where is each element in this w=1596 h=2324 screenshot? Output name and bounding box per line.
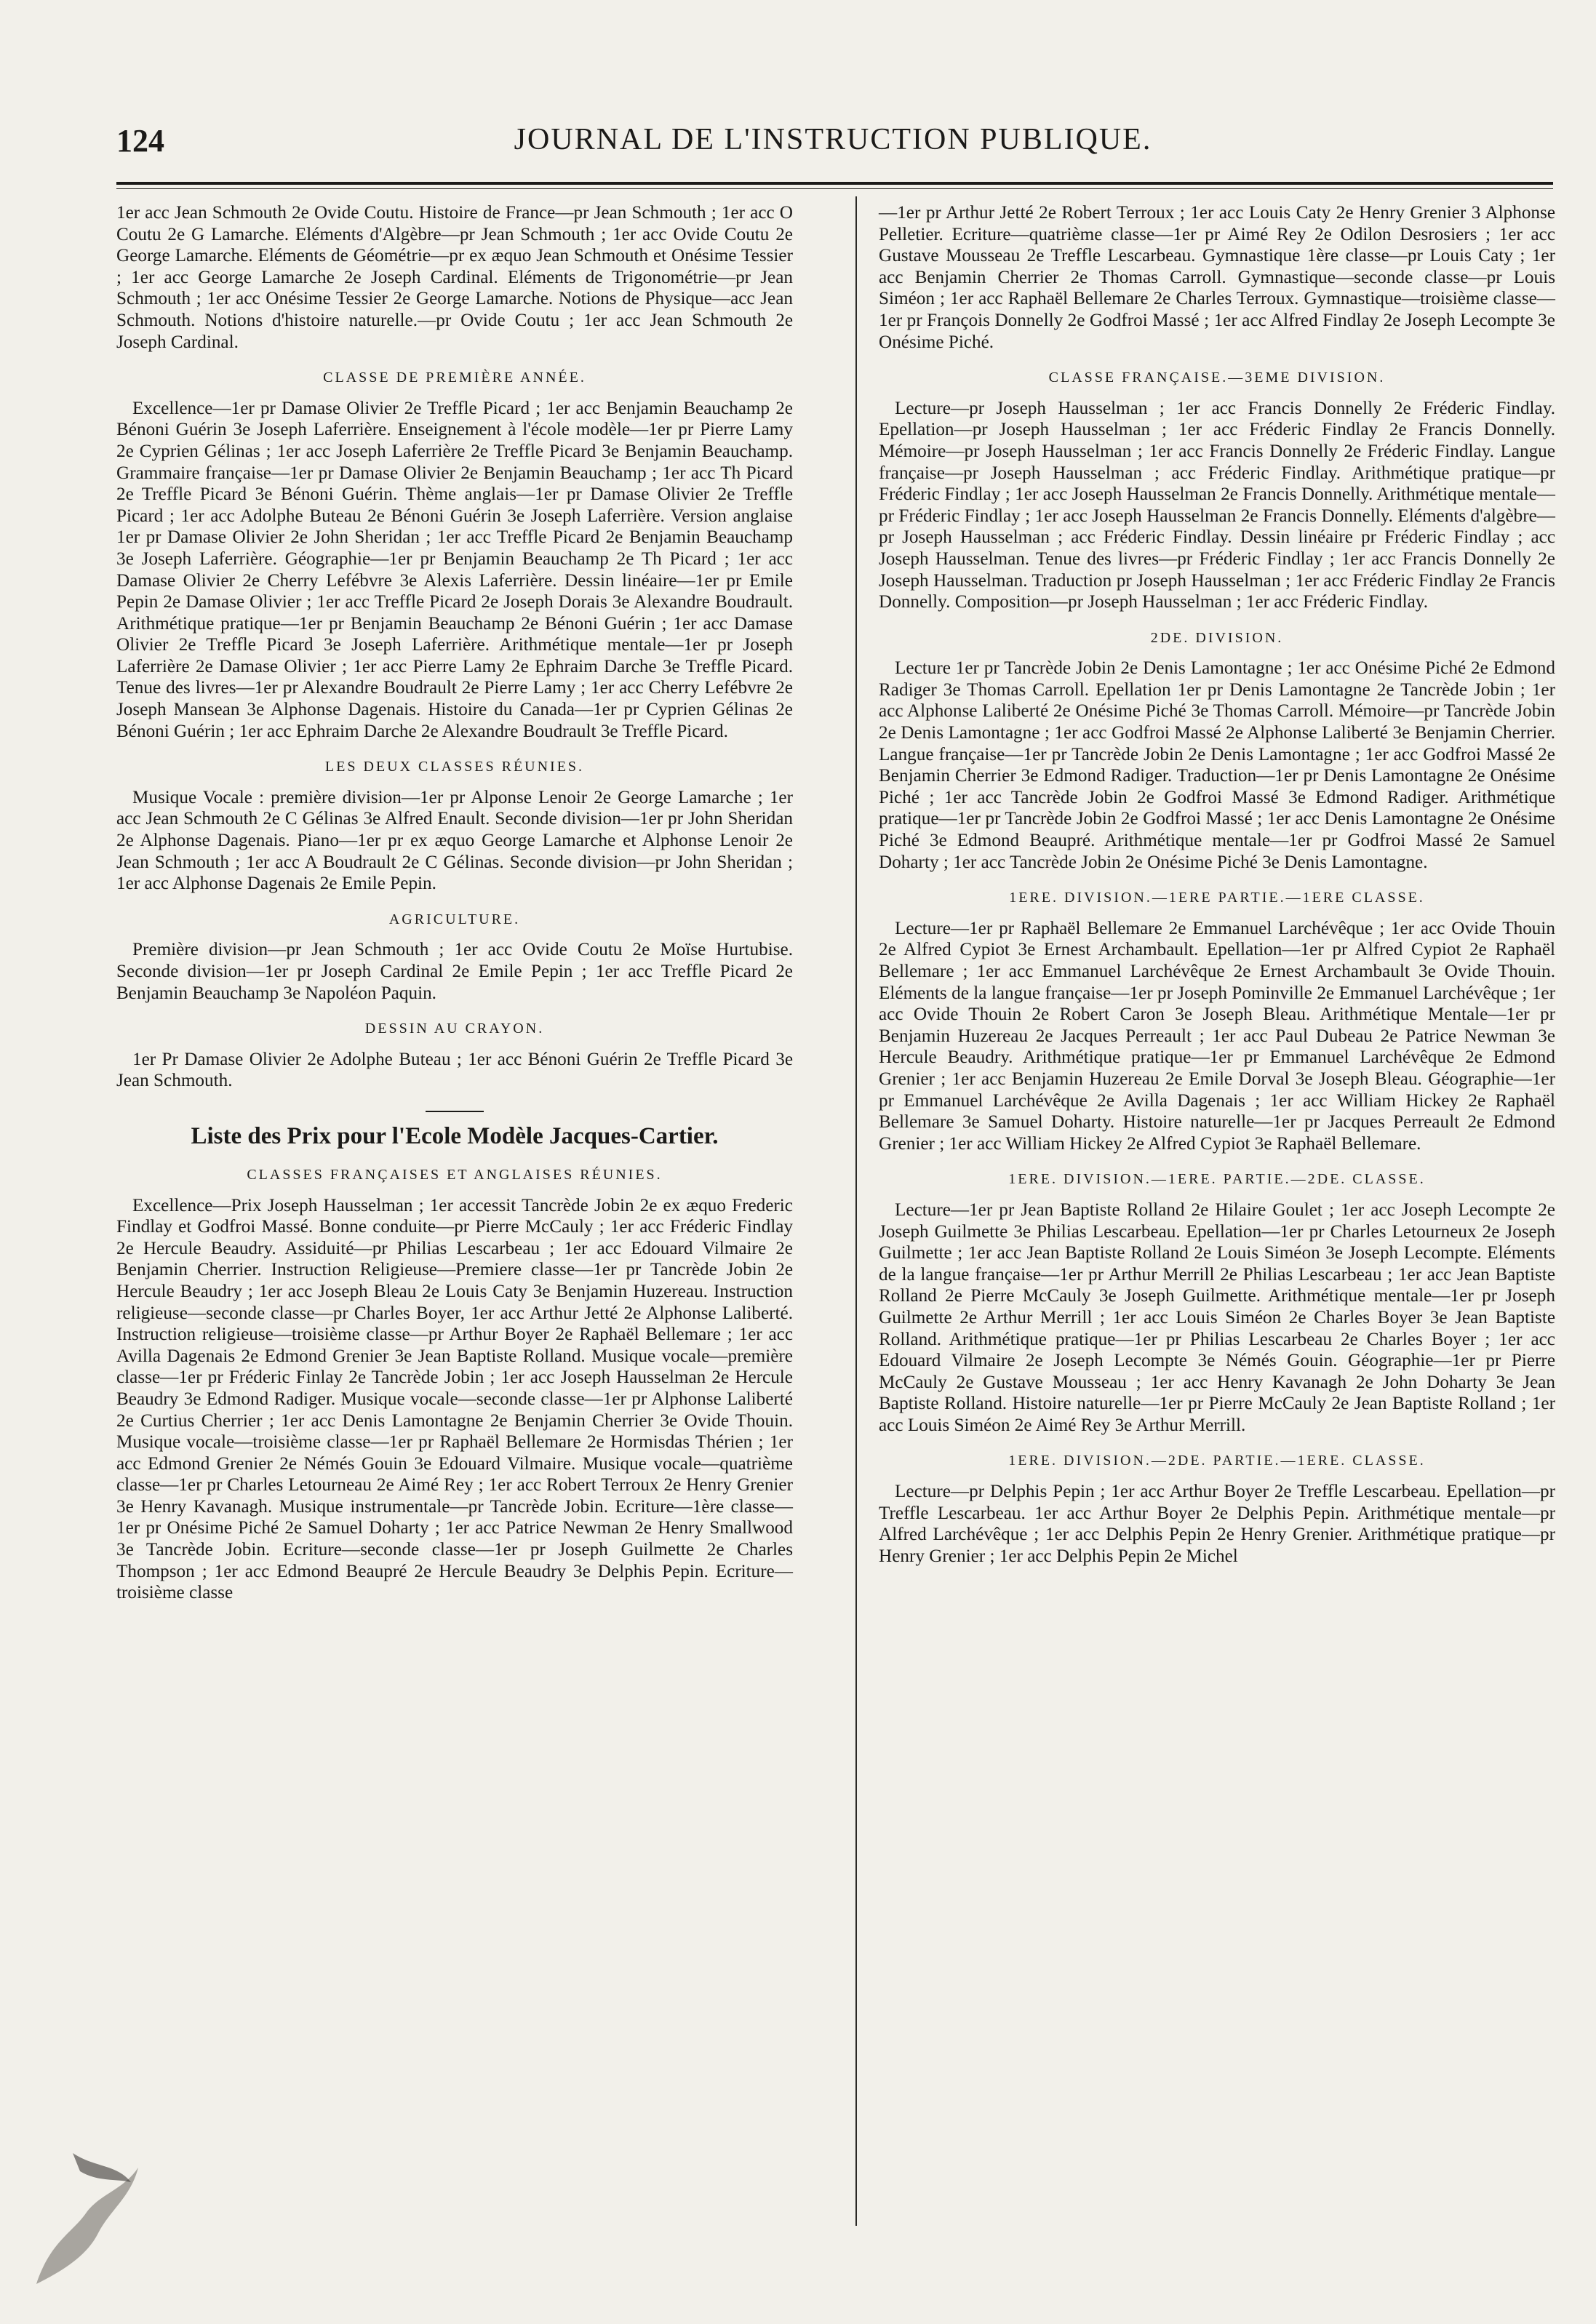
section-heading: 2DE. DIVISION. xyxy=(1150,629,1284,646)
column-divider xyxy=(855,196,857,2226)
ink-smudge xyxy=(29,2124,175,2291)
running-header xyxy=(116,116,1549,160)
section-heading: LES DEUX CLASSES RÉUNIES. xyxy=(324,759,585,775)
page-number: 124 xyxy=(116,123,164,159)
journal-title: JOURNAL DE L'INSTRUCTION PUBLIQUE. xyxy=(514,123,1152,156)
section-heading: DESSIN AU CRAYON. xyxy=(364,1021,545,1037)
header-rule xyxy=(116,182,1553,189)
section-heading: AGRICULTURE. xyxy=(388,911,521,927)
section-divider xyxy=(426,1111,484,1112)
right-column xyxy=(879,202,1555,1571)
paragraph: Lecture—1er pr Raphaël Bellemare 2e Emmanuel Larchévêque ; 1er acc Ovide Thouin 2e Alfred Cypiot 3e Ernest Archambault. Epellation—1er pr Alfred Cypiot 2e Raphaël Bellemare ; 1er acc Emmanuel Larchévêque 2e Ernest Archambault 3e Ovide Thouin. Eléments de la langue française—1er pr Joseph Pominville 2e Emmanuel Larchévêque ; 1er acc Ovide Thouin 2e Robert Caron 3e Joseph Bleau. Arithmétique Mentale—1er pr Benjamin Huzereau 2e Jacques Perreault ; 1er acc Paul Dubeau 2e Patrice Newman 3e Hercule Beaudry. Arithmétique pratique—1er pr Emmanuel Larchévêque 2e Edmond Grenier ; 1er acc Benjamin Huzereau 2e Emile Dorval 3e Joseph Bleau. Géographie—1er pr Emmanuel Larchévêque 2e Avilla Dagenais ; 1er acc William Hickey 2e Raphaël Bellemare 3e Samuel Doharty. Histoire naturelle—1er pr Jacques Perreault 2e Edmond Grenier ; 1er acc William Hickey 2e Alfred Cypiot 3e Raphaël Bellemare. xyxy=(879,918,1555,1154)
section-heading: 1ERE. DIVISION.—1ERE PARTIE.—1ERE CLASSE. xyxy=(1009,890,1425,906)
paragraph: 1er Pr Damase Olivier 2e Adolphe Buteau ; 1er acc Bénoni Guérin 2e Treffle Picard 3e Jean Schmouth. xyxy=(116,1049,793,1091)
paragraph: Lecture 1er pr Tancrède Jobin 2e Denis Lamontagne ; 1er acc Onésime Piché 2e Edmond Radiger 3e Thomas Carroll. Epellation 1er pr Denis Lamontagne 2e Tancrède Jobin ; 1er acc Alphonse Laliberté 2e Onésime Piché 3e Thomas Carroll. Mémoire—pr Tancrède Jobin 2e Denis Lamontagne ; 1er acc Godfroi Massé 2e Alphonse Laliberté 3e Benjamin Cherrier. Langue française—1er pr Tancrède Jobin 2e Denis Lamontagne ; 1er acc Godfroi Massé 2e Benjamin Cherrier 3e Edmond Radiger. Traduction—1er pr Denis Lamontagne 2e Onésime Piché ; 1er acc Tancrède Jobin 2e Godfroi Massé 3e Edmond Radiger. Arithmétique pratique—1er pr Tancrède Jobin 2e Godfroi Massé ; 1er acc Denis Lamontagne 2e Onésime Piché 3e Edmond Beaupré. Arithmétique mentale—1er pr Godfroi Massé 2e Samuel Doharty ; 1er acc Tancrède Jobin 2e Onésime Piché 3e Denis Lamontagne. xyxy=(879,658,1555,872)
paragraph: Lecture—1er pr Jean Baptiste Rolland 2e Hilaire Goulet ; 1er acc Joseph Lecompte 2e Joseph Guilmette 3e Philias Lescarbeau. Epellation—1er pr Charles Letourneux 2e Joseph Guilmette ; 1er acc Jean Baptiste Rolland 2e Louis Siméon 3e Joseph Lecompte. Eléments de la langue française—1er pr Arthur Merrill 2e Philias Lescarbeau ; 1er acc Jean Baptiste Rolland 2e Pierre McCauly 3e Joseph Guilmette. Arithmétique mentale—1er pr Joseph Guilmette 2e Arthur Merrill ; 1er acc Louis Siméon 2e Charles Boyer 3e Jean Baptiste Rolland. Arithmétique pratique—1er pr Philias Lescarbeau 2e Charles Boyer ; 1er acc Edouard Vilmaire 2e Joseph Lecompte 3e Némés Gouin. Géographie—1er pr Pierre McCauly 2e Gustave Mousseau ; 1er acc Henry Kavanagh 2e John Doharty 3e Jean Baptiste Rolland. Histoire naturelle—1er pr Pierre McCauly 2e Jean Baptiste Rolland ; 1er acc Louis Siméon 2e Aimé Rey 3e Arthur Merrill. xyxy=(879,1199,1555,1435)
section-heading: CLASSE DE PREMIÈRE ANNÉE. xyxy=(323,370,586,386)
paragraph: Excellence—1er pr Damase Olivier 2e Treffle Picard ; 1er acc Benjamin Beauchamp 2e Bénoni Guérin 3e Joseph Laferrière. Enseignement à l'école modèle—1er pr Pierre Lamy 2e Cyprien Gélinas ; 1er acc Joseph Laferrière 2e Treffle Picard 3e Benjamin Beauchamp. Grammaire française—1er pr Damase Olivier 2e Benjamin Beauchamp ; 1er acc Th Picard 2e Treffle Picard 3e Bénoni Guérin. Thème anglais—1er pr Damase Olivier 2e Treffle Picard ; 1er acc Adolphe Buteau 2e Bénoni Guérin 3e Joseph Laferrière. Version anglaise 1er pr Damase Olivier 2e John Sheridan ; 1er acc Treffle Picard 2e Benjamin Beauchamp 3e Joseph Laferrière. Géographie—1er pr Benjamin Beauchamp 2e Th Picard ; 1er acc Damase Olivier 2e Cherry Lefébvre 3e Alexis Laferrière. Dessin linéaire—1er pr Emile Pepin 2e Damase Olivier ; 1er acc Treffle Picard 2e Joseph Dorais 3e Alexandre Boudrault. Arithmétique pratique—1er pr Benjamin Beauchamp 2e Bénoni Guérin ; 1er acc Damase Olivier 2e Treffle Picard 3e Joseph Laferrière. Arithmétique mentale—1er pr Joseph Laferrière 2e Damase Olivier ; 1er acc Pierre Lamy 2e Ephraim Darche 3e Treffle Picard. Tenue des livres—1er pr Alexandre Boudrault 2e Pierre Lamy ; 1er acc Cherry Lefébvre 2e Joseph Mansean 3e Alphonse Dagenais. Histoire du Canada—1er pr Cyprien Gélinas 2e Bénoni Guérin ; 1er acc Ephraim Darche 2e Alexandre Boudrault 3e Treffle Picard. xyxy=(116,398,793,741)
section-heading: 1ERE. DIVISION.—2DE. PARTIE.—1ERE. CLASSE. xyxy=(1008,1453,1426,1469)
paragraph: Excellence—Prix Joseph Hausselman ; 1er accessit Tancrède Jobin 2e ex æquo Frederic Findlay et Godfroi Massé. Bonne conduite—pr Pierre McCauly ; 1er acc Fréderic Findlay 2e Hercule Beaudry. Assiduité—pr Philias Lescarbeau ; 1er acc Edouard Vilmaire 2e Benjamin Cherrier. Instruction Religieuse—Premiere classe—1er pr Tancrède Jobin 2e Hercule Beaudry ; 1er acc Joseph Bleau 2e Louis Caty 3e Benjamin Huzereau. Instruction religieuse—seconde classe—pr Charles Boyer, 1er acc Arthur Jetté 2e Alphonse Laliberté. Instruction religieuse—troisième classe—pr Arthur Boyer 2e Raphaël Bellemare ; 1er acc Avilla Dagenais 2e Edmond Grenier 3e Jean Baptiste Rolland. Musique vocale—première classe—1er pr Fréderic Finlay 2e Tancrède Jobin ; 1er acc Joseph Hausselman 2e Hercule Beaudry 3e Edmond Radiger. Musique vocale—seconde classe—1er pr Alphonse Laliberté 2e Curtius Cherrier ; 1er acc Denis Lamontagne 2e Benjamin Cherrier 3e Ovide Thouin. Musique vocale—troisième classe—1er pr Raphaël Bellemare 2e Hormisdas Thérien ; 1er acc Edmond Grenier 2e Némés Gouin 3e Edouard Vilmaire. Musique vocale—quatrième classe—1er pr Charles Letourneau 2e Aimé Rey ; 1er acc Robert Terroux 2e Henry Grenier 3e Henry Kavanagh. Musique instrumentale—pr Tancrède Jobin. Ecriture—1ère classe—1er pr Onésime Piché 2e Samuel Doharty ; 1er acc Patrice Newman 2e Henry Smallwood 3e Tancrède Jobin. Ecriture—seconde classe—1er pr Joseph Guilmette 2e Charles Thompson ; 1er acc Edmond Beaupré 2e Hercule Beaudry 3e Delphis Pepin. Ecriture—troisième classe xyxy=(116,1195,793,1603)
paragraph: Musique Vocale : première division—1er pr Alponse Lenoir 2e George Lamarche ; 1er acc Jean Schmouth 2e C Gélinas 3e Alfred Enault. Seconde division—1er pr John Sheridan 2e Alphonse Dagenais. Piano—1er pr ex æquo George Lamarche et Alphonse Lenoir 2e Jean Schmouth ; 1er acc A Boudrault 2e C Gélinas. Seconde division—pr John Sheridan ; 1er acc Alphonse Dagenais 2e Emile Pepin. xyxy=(116,787,793,894)
paragraph: Première division—pr Jean Schmouth ; 1er acc Ovide Coutu 2e Moïse Hurtubise. Seconde division—1er pr Joseph Cardinal 2e Emile Pepin ; 1er acc Treffle Picard 2e Benjamin Beauchamp 3e Napoléon Paquin. xyxy=(116,940,793,1003)
section-heading: CLASSE FRANÇAISE.—3EME DIVISION. xyxy=(1048,370,1386,386)
section-heading: CLASSES FRANÇAISES ET ANGLAISES RÉUNIES. xyxy=(247,1166,663,1183)
left-column xyxy=(116,202,793,1608)
list-title: Liste des Prix pour l'Ecole Modèle Jacques-Cartier. xyxy=(191,1122,719,1149)
paragraph: —1er pr Arthur Jetté 2e Robert Terroux ; 1er acc Louis Caty 2e Henry Grenier 3 Alphonse Pelletier. Ecriture—quatrième classe—1er pr Aimé Rey 2e Odilon Desrosiers ; 1er acc Gustave Mousseau 2e Treffle Lescarbeau. Gymnastique 1ère classe—pr Louis Caty ; 1er acc Benjamin Cherrier 2e Thomas Carroll. Gymnastique—seconde classe—pr Louis Siméon ; 1er acc Raphaël Bellemare 2e Charles Terroux. Gymnastique—troisième classe—1er pr François Donnelly 2e Godfroi Massé ; 1er acc Alfred Findlay 2e Joseph Lecompte 3e Onésime Piché. xyxy=(879,203,1555,352)
paragraph: Lecture—pr Joseph Hausselman ; 1er acc Francis Donnelly 2e Fréderic Findlay. Epellation—pr Joseph Hausselman ; 1er acc Fréderic Findlay 2e Francis Donnelly. Mémoire—pr Joseph Hausselman ; 1er acc Francis Donnelly 2e Fréderic Findlay. Langue française—pr Joseph Hausselman ; acc Fréderic Findlay. Arithmétique pratique—pr Fréderic Findlay ; 1er acc Joseph Hausselman 2e Francis Donnelly. Arithmétique mentale—pr Fréderic Findlay ; 1er acc Joseph Hausselman 2e Francis Donnelly. Eléments d'algèbre—pr Joseph Hausselman ; acc Fréderic Findlay. Dessin linéaire pr Fréderic Findlay ; acc Joseph Hausselman. Tenue des livres—pr Fréderic Findlay ; 1er acc Francis Donnelly 2e Joseph Hausselman. Traduction pr Joseph Hausselman ; 1er acc Fréderic Findlay 2e Francis Donnelly. Composition—pr Joseph Hausselman ; 1er acc Fréderic Findlay. xyxy=(879,398,1555,612)
paragraph: 1er acc Jean Schmouth 2e Ovide Coutu. Histoire de France—pr Jean Schmouth ; 1er acc O Coutu 2e G Lamarche. Eléments d'Algèbre—pr Jean Schmouth ; 1er acc Ovide Coutu 2e George Lamarche. Eléments de Géométrie—pr ex æquo Jean Schmouth et Onésime Tessier ; 1er acc George Lamarche 2e Joseph Cardinal. Eléments de Trigonométrie—pr Jean Schmouth ; 1er acc Onésime Tessier 2e George Lamarche. Notions de Physique—acc Jean Schmouth. Notions d'histoire naturelle.—pr Ovide Coutu ; 1er acc Jean Schmouth 2e Joseph Cardinal. xyxy=(116,203,793,352)
section-heading: 1ERE. DIVISION.—1ERE. PARTIE.—2DE. CLASSE. xyxy=(1008,1171,1426,1188)
paragraph: Lecture—pr Delphis Pepin ; 1er acc Arthur Boyer 2e Treffle Lescarbeau. Epellation—pr Treffle Lescarbeau. 1er acc Arthur Boyer 2e Delphis Pepin. Arithmétique mentale—pr Alfred Larchévêque ; 1er acc Delphis Pepin 2e Henry Grenier. Arithmétique pratique—pr Henry Grenier ; 1er acc Delphis Pepin 2e Michel xyxy=(879,1482,1555,1566)
